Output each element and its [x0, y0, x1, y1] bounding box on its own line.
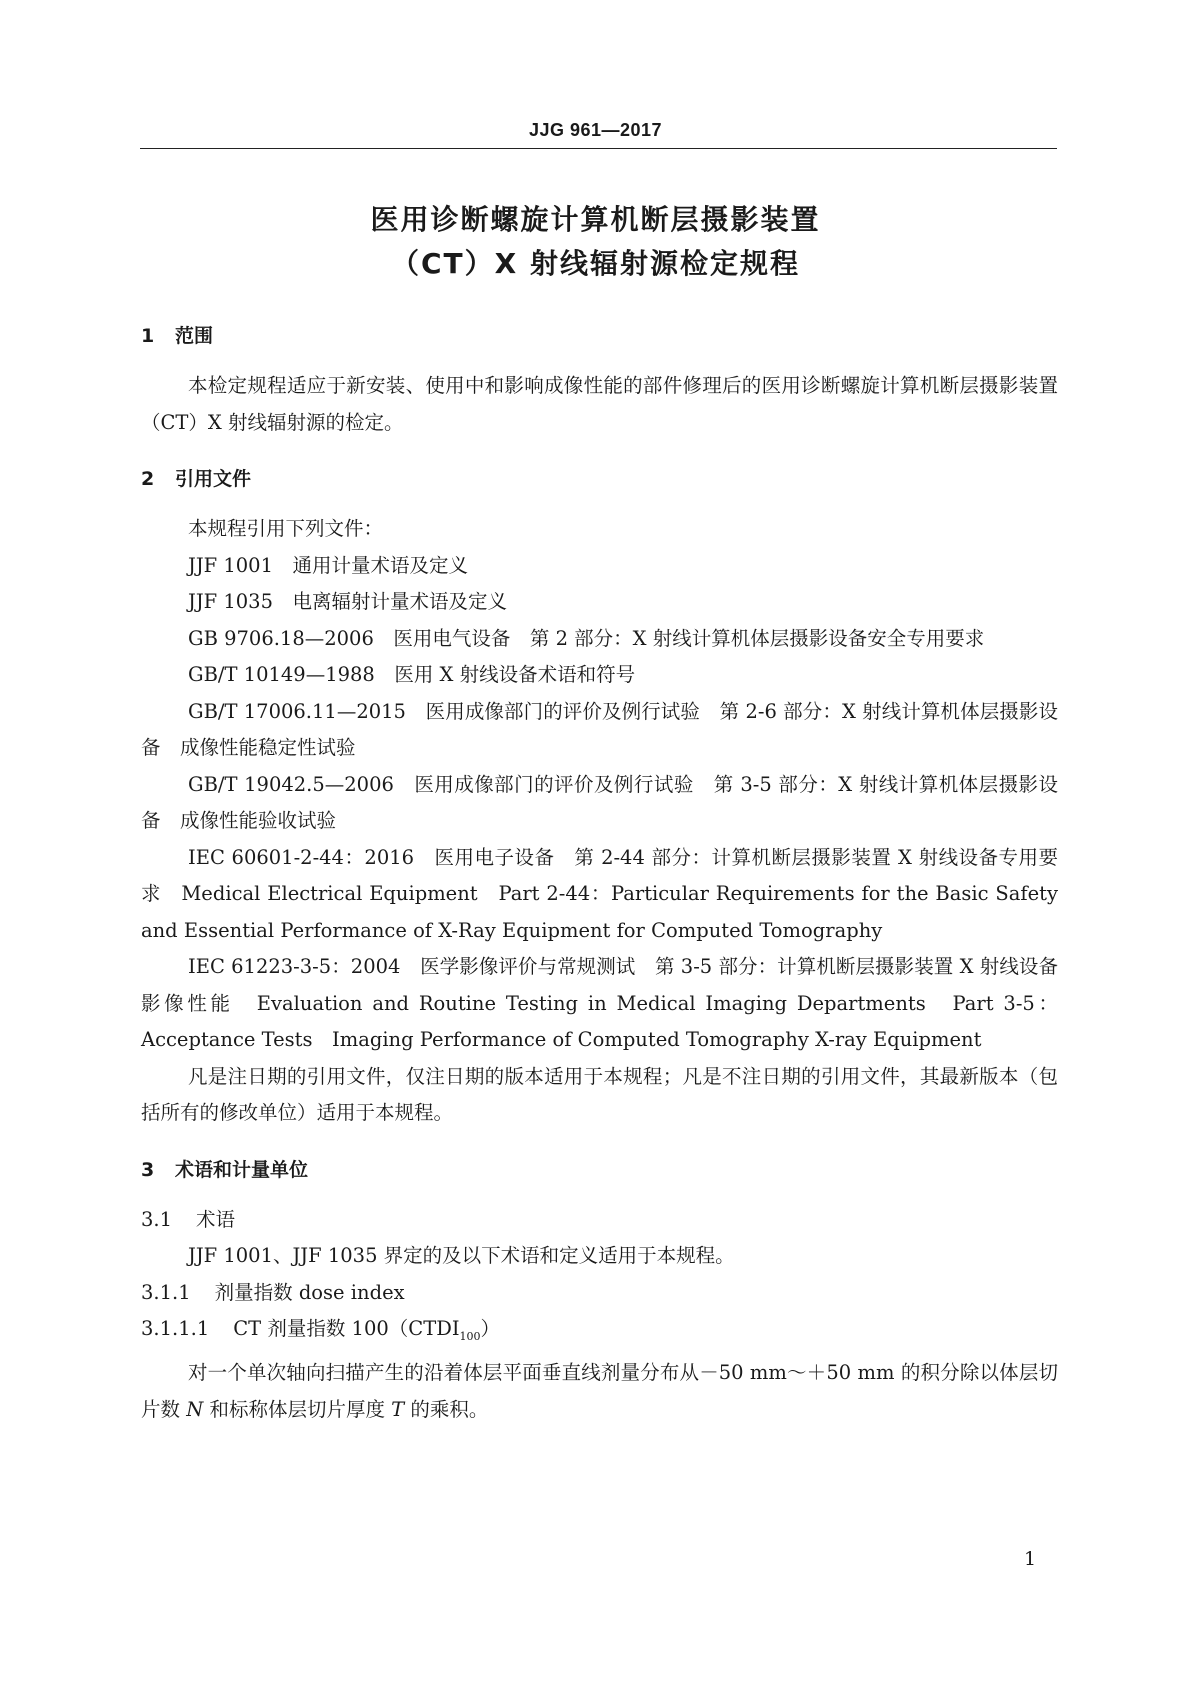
subsection-3-1	[141, 1202, 1058, 1239]
references-closing: 凡是注日期的引用文件，仅注日期的版本适用于本规程；凡是不注日期的引用文件，其最新版本（包括所有的修改单位）适用于本规程。	[141, 1064, 1058, 1124]
document-title-line-2: （CT）X 射线辐射源检定规程	[391, 247, 800, 280]
section-1-heading	[141, 318, 1058, 354]
reference-item: IEC 60601-2-44：2016 医用电子设备 第 2-44 部分：计算机断层摄影装置 X 射线设备专用要求 Medical Electrical Equipment Part 2-44：Particular Requirements for the Basic Safety and Essential Performance of X-Ray Equipment for Computed Tomography	[141, 845, 1058, 942]
document-body	[141, 318, 1058, 1428]
reference-item: GB/T 10149—1988 医用 X 射线设备术语和符号	[188, 663, 636, 686]
section-3-heading	[141, 1152, 1058, 1188]
reference-item: GB/T 19042.5—2006 医用成像部门的评价及例行试验 第 3-5 部分：X 射线计算机体层摄影设备 成像性能验收试验	[141, 772, 1058, 832]
subsection-title: 术语	[196, 1207, 236, 1231]
reference-item: JJF 1001 通用计量术语及定义	[188, 553, 468, 577]
definition-text: 的乘积。	[404, 1397, 489, 1421]
document-code-header: JJG 961—2017	[528, 120, 663, 140]
page-number: 1	[1024, 1548, 1037, 1570]
definition-text: 对一个单次轴向扫描产生的沿着体层平面垂直线剂量分布从－50 mm～＋50 mm 的积分除以体层切片数	[141, 1361, 1058, 1421]
reference-item: JJF 1035 电离辐射计量术语及定义	[188, 590, 507, 613]
header-rule	[140, 148, 1057, 149]
section-number: 2	[141, 468, 155, 490]
ctdi-definition	[141, 1355, 1058, 1428]
references-intro: 本规程引用下列文件：	[188, 517, 384, 540]
subsection-title: CT 剂量指数 100（CTDI	[233, 1317, 460, 1340]
definition-text: 和标称体层切片厚度	[203, 1397, 392, 1421]
subsection-3-1-1-1	[141, 1311, 1058, 1355]
section-title: 范围	[175, 325, 214, 347]
subsection-3-1-paragraph: JJF 1001、JJF 1035 界定的及以下术语和定义适用于本规程。	[188, 1244, 735, 1267]
section-number: 1	[141, 325, 155, 347]
subsection-number: 3.1.1	[141, 1280, 191, 1304]
subsection-number: 3.1.1.1	[141, 1317, 210, 1340]
subsection-title-end: ）	[480, 1317, 501, 1340]
subsection-3-1-1	[141, 1275, 1058, 1312]
section-title: 引用文件	[175, 468, 252, 490]
variable-t: T	[391, 1397, 405, 1421]
reference-item: GB/T 17006.11—2015 医用成像部门的评价及例行试验 第 2-6 部分：X 射线计算机体层摄影设备 成像性能稳定性试验	[141, 699, 1058, 759]
document-title-line-1: 医用诊断螺旋计算机断层摄影装置	[370, 203, 821, 236]
subscript-100: 100	[459, 1329, 481, 1343]
section-title: 术语和计量单位	[175, 1158, 309, 1181]
variable-n: N	[186, 1397, 204, 1421]
subsection-number: 3.1	[141, 1207, 173, 1231]
section-number: 3	[141, 1158, 155, 1181]
reference-item: IEC 61223-3-5：2004 医学影像评价与常规测试 第 3-5 部分：计算机断层摄影装置 X 射线设备影像性能 Evaluation and Routine Testing in Medical Imaging Departments Part 3-5：Acceptance Tests Imaging Performance of Computed Tomography X-ray Equipment	[141, 955, 1058, 1051]
reference-item: GB 9706.18—2006 医用电气设备 第 2 部分：X 射线计算机体层摄影设备安全专用要求	[188, 626, 985, 650]
section-2-heading	[141, 461, 1058, 497]
subsection-title: 剂量指数 dose index	[214, 1280, 405, 1304]
section-1-paragraph: 本检定规程适应于新安装、使用中和影响成像性能的部件修理后的医用诊断螺旋计算机断层摄影装置（CT）X 射线辐射源的检定。	[141, 374, 1058, 434]
